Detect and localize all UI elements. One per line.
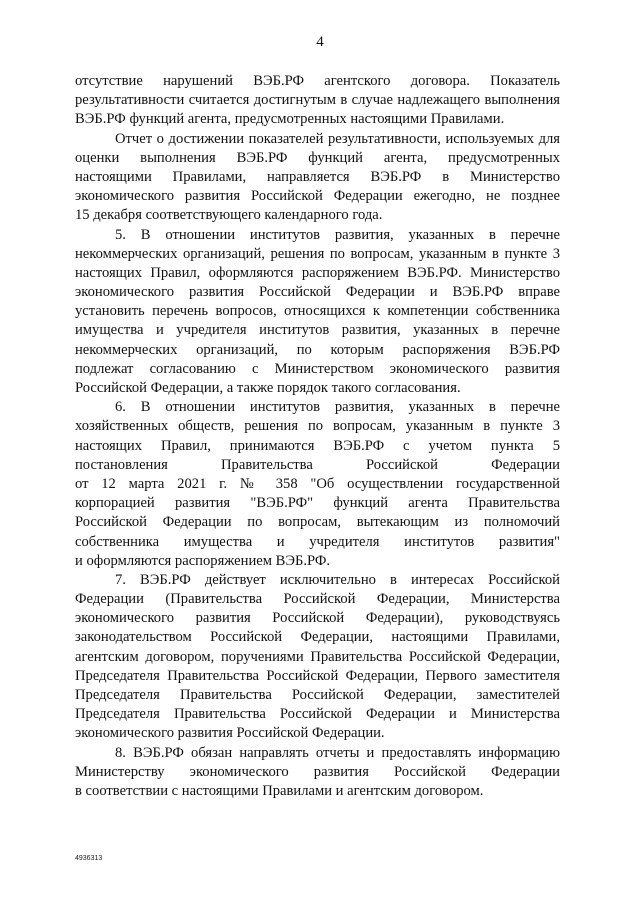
text-line: настоящих Правил, оформляются распоряжением ВЭБ.РФ. Министерство [75,264,560,281]
text-line: 5. В отношении институтов развития, указанных в перечне [115,226,560,243]
paragraph-item-5 [75,226,560,399]
text-line: оценки выполнения ВЭБ.РФ функций агента, предусмотренных [75,149,560,166]
text-line: в соответствии с настоящими Правилами и агентским договором. [75,782,484,799]
page-number: 4 [316,34,324,50]
text-line: постановления Правительства Российской Федерации [75,456,560,473]
paragraph-item-8 [75,744,560,802]
text-line: собственника имущества и учредителя институтов развития" [75,533,560,550]
text-line: некоммерческих организаций, решения по вопросам, указанным в пункте 3 [75,245,560,262]
text-line: 15 декабря соответствующего календарного года. [75,207,383,224]
text-line: Министерству экономического развития Российской Федерации [75,763,560,780]
text-line: законодательством Российской Федерации, настоящими Правилами, [75,629,560,646]
text-line: 8. ВЭБ.РФ обязан направлять отчеты и предоставлять информацию [115,744,560,761]
text-line: корпорацией развития "ВЭБ.РФ" функций агента Правительства [75,495,560,512]
text-line: Отчет о достижении показателей результативности, используемых для [115,130,560,147]
text-line: агентским договором, поручениями Правительства Российской Федерации, [75,648,560,665]
paragraph-report-submission [75,130,560,226]
text-line: экономического развития Российской Федерации), руководствуясь [75,610,560,627]
text-line: 7. ВЭБ.РФ действует исключительно в интересах Российской [115,571,560,588]
text-line: ВЭБ.РФ функций агента, предусмотренных настоящими Правилами. [75,111,505,128]
paragraph-item-6 [75,398,560,571]
text-line: Председателя Правительства Российской Федерации и Министерства [75,706,560,723]
text-line: от 12 марта 2021 г. № 358 "Об осуществлении государственной [75,475,560,492]
paragraph-item-7 [75,571,560,744]
text-line: отсутствие нарушений ВЭБ.РФ агентского договора. Показатель [75,73,560,89]
document-id: 4936313 [75,855,103,862]
text-line: 6. В отношении институтов развития, указанных в перечне [115,399,560,416]
text-line: Председателя Правительства Российской Федерации, Первого заместителя [75,667,560,684]
text-line: настоящими Правилами, направляется ВЭБ.РФ в Министерство [75,168,560,185]
text-line: установить перечень вопросов, относящихся к компетенции собственника [75,303,560,320]
text-line: подлежат согласованию с Министерством экономического развития [75,360,560,377]
text-line: Российской Федерации, а также порядок такого согласования. [75,380,461,396]
text-line: результативности считается достигнутым в случае надлежащего выполнения [75,92,560,109]
text-line: экономического развития Российской Федерации ежегодно, не позднее [75,188,560,205]
document-body [75,72,560,801]
paragraph-result-indicator-continuation [75,72,560,130]
text-line: некоммерческих организаций, по которым распоряжения ВЭБ.РФ [75,341,560,358]
text-line: Российской Федерации по вопросам, вытекающим из полномочий [75,514,560,531]
text-line: Федерации (Правительства Российской Федерации, Министерства [75,591,560,608]
text-line: имущества и учредителя институтов развития, указанных в перечне [75,322,560,339]
text-line: экономического развития Российской Федерации. [75,725,385,742]
text-line: экономического развития Российской Федерации и ВЭБ.РФ вправе [75,284,560,301]
text-line: хозяйственных обществ, решения по вопросам, указанным в пункте 3 [75,418,560,435]
text-line: и оформляются распоряжением ВЭБ.РФ. [75,552,331,569]
text-line: Председателя Правительства Российской Федерации, заместителей [75,687,560,703]
text-line: настоящих Правил, принимаются ВЭБ.РФ с учетом пункта 5 [75,437,560,454]
